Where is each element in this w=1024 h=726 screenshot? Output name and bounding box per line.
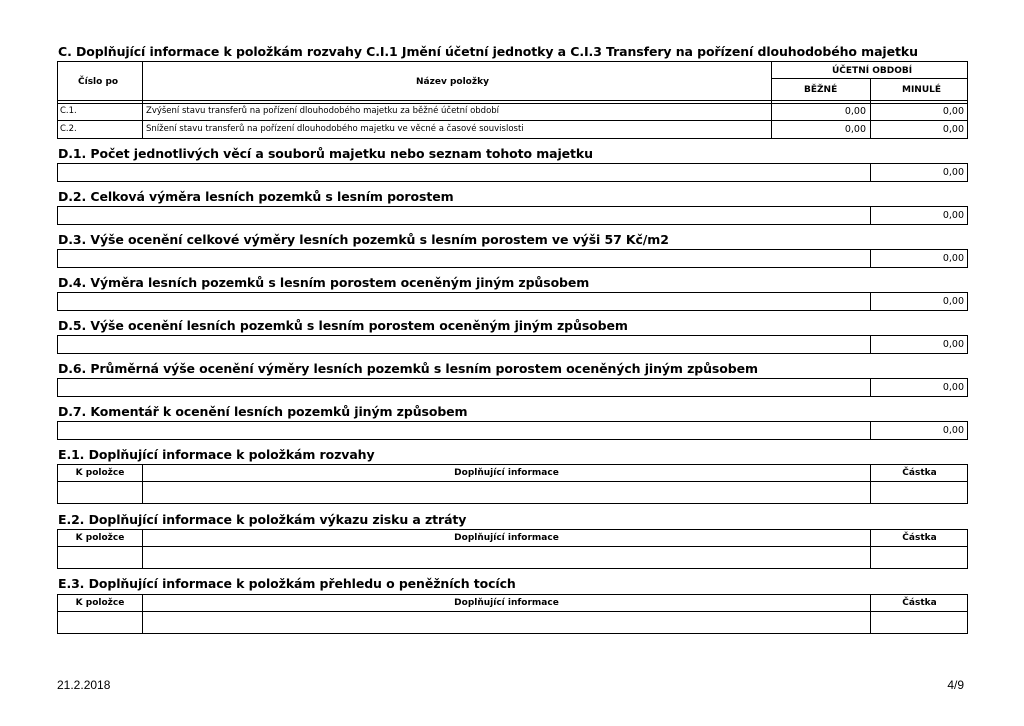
col-header-item: K položce: [75, 468, 125, 478]
section-d7-value: 0,00: [942, 425, 964, 436]
col-header-period: ÚČETNÍ OBDOBÍ: [832, 66, 913, 76]
row-current-value: 0,00: [844, 106, 866, 117]
row-name: Zvýšení stavu transferů na pořízení dlouhodobého majetku za běžné účetní období: [146, 106, 500, 116]
col-header-info: Doplňující informace: [454, 468, 559, 478]
row-code: C.1.: [60, 106, 77, 116]
section-d4-value: 0,00: [942, 296, 964, 307]
section-e3-title: E.3. Doplňující informace k položkám přehledu o peněžních tocích: [58, 576, 516, 591]
section-d2-value: 0,00: [942, 210, 964, 221]
col-header-previous: MINULÉ: [902, 85, 942, 95]
row-divider: [57, 100, 968, 101]
col-header-info: Doplňující informace: [454, 533, 559, 543]
section-d5-title: D.5. Výše ocenění lesních pozemků s lesním porostem oceněným jiným způsobem: [58, 318, 628, 333]
row-divider: [57, 481, 968, 482]
row-divider: [57, 103, 968, 104]
section-c-title: C. Doplňující informace k položkám rozvahy C.I.1 Jmění účetní jednotky a C.I.3 Transfery na pořízení dlouhodobého majetku: [58, 44, 918, 59]
row-name: Snížení stavu transferů na pořízení dlouhodobého majetku ve věcné a časové souvislosti: [146, 124, 524, 134]
section-d7-box: [57, 421, 968, 440]
row-code: C.2.: [60, 124, 77, 134]
section-d1-title: D.1. Počet jednotlivých věcí a souborů majetku nebo seznam tohoto majetku: [58, 146, 593, 161]
row-divider: [57, 611, 968, 612]
row-divider: [771, 78, 968, 79]
section-d2-box: [57, 206, 968, 225]
col-header-number: Číslo po: [78, 77, 119, 87]
section-d6-value: 0,00: [942, 382, 964, 393]
section-d1-box: [57, 163, 968, 182]
section-d7-title: D.7. Komentář k ocenění lesních pozemků jiným způsobem: [58, 404, 468, 419]
section-d2-title: D.2. Celková výměra lesních pozemků s lesním porostem: [58, 189, 454, 204]
row-current-value: 0,00: [844, 124, 866, 135]
col-header-amount: Částka: [902, 468, 937, 478]
col-header-info: Doplňující informace: [454, 598, 559, 608]
section-e2-title: E.2. Doplňující informace k položkám výkazu zisku a ztráty: [58, 512, 467, 527]
col-header-item: K položce: [75, 533, 125, 543]
section-d3-value: 0,00: [942, 253, 964, 264]
section-d6-box: [57, 378, 968, 397]
col-header-name: Název položky: [416, 77, 489, 87]
section-d4-title: D.4. Výměra lesních pozemků s lesním porostem oceněným jiným způsobem: [58, 275, 590, 290]
section-e1-title: E.1. Doplňující informace k položkám rozvahy: [58, 447, 375, 462]
section-d3-box: [57, 249, 968, 268]
section-d4-box: [57, 292, 968, 311]
row-divider: [57, 120, 968, 121]
section-d6-title: D.6. Průměrná výše ocenění výměry lesních pozemků s lesním porostem oceněných jiným způsobem: [58, 361, 758, 376]
footer-page-number: 4/9: [947, 678, 964, 692]
row-previous-value: 0,00: [942, 106, 964, 117]
row-divider: [57, 546, 968, 547]
col-header-amount: Částka: [902, 598, 937, 608]
row-previous-value: 0,00: [942, 124, 964, 135]
section-d5-box: [57, 335, 968, 354]
section-d3-title: D.3. Výše ocenění celkové výměry lesních pozemků s lesním porostem ve výši 57 Kč/m2: [58, 232, 669, 247]
col-header-current: BĚŽNÉ: [804, 85, 838, 95]
col-header-item: K položce: [75, 598, 125, 608]
col-header-amount: Částka: [902, 533, 937, 543]
section-d1-value: 0,00: [942, 167, 964, 178]
section-d5-value: 0,00: [942, 339, 964, 350]
footer-date: 21.2.2018: [57, 678, 111, 692]
